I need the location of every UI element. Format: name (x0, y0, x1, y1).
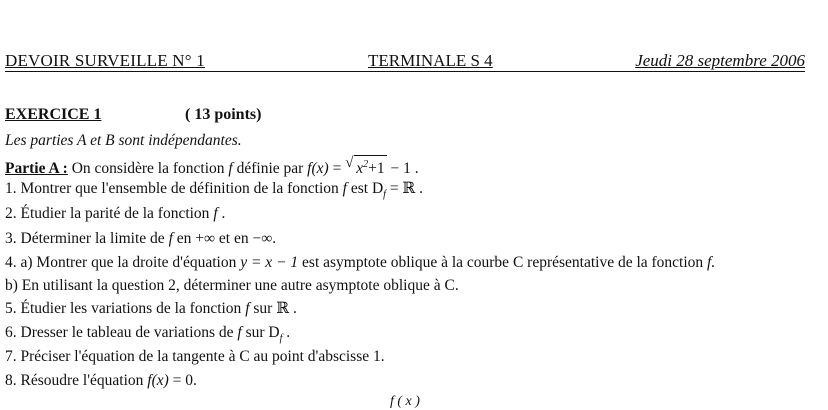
header-title: DEVOIR SURVEILLE N° 1 (5, 51, 205, 70)
q1-f: f (342, 180, 347, 197)
part-a-eq: = (328, 160, 346, 178)
q1-text-a: 1. Montrer que l'ensemble de définition de la fonction (5, 180, 343, 197)
q1-text-b: est D (346, 180, 384, 197)
part-a-text-1: On considère la fonction (67, 160, 229, 178)
q4-eq: y = x − 1 (240, 254, 299, 271)
q1-sub: f (383, 189, 386, 201)
q5-text-b: sur ℝ . (249, 300, 297, 317)
question-8 (5, 372, 197, 390)
q2-f: f (213, 205, 218, 222)
q3-text-b: en +∞ et en −∞. (172, 230, 277, 247)
q6-text-b: sur D (241, 324, 280, 341)
q5-f: f (245, 300, 250, 317)
radical-sign: √ (345, 155, 354, 171)
q8-text-a: 8. Résoudre l'équation (5, 372, 148, 389)
header-class: TERMINALE S 4 (368, 51, 493, 70)
question-7: 7. Préciser l'équation de la tangente à C au point d'abscisse 1. (5, 348, 385, 365)
q8-text-b: = 0. (168, 372, 197, 389)
q6-f: f (237, 324, 242, 341)
q6-text-a: 6. Dresser le tableau de variations de (5, 324, 238, 341)
question-4b: b) En utilisant la question 2, déterminer une autre asymptote oblique à C. (5, 277, 459, 294)
part-a-text-2: définie par (232, 160, 308, 178)
document-header (5, 51, 805, 72)
exercise-intro: Les parties A et B sont indépendantes. (5, 132, 242, 149)
q3-text-a: 3. Déterminer la limite de (5, 230, 169, 247)
q5-text-a: 5. Étudier les variations de la fonction (5, 300, 246, 317)
radicand (354, 155, 386, 178)
sqrt-expression (345, 155, 386, 178)
q3-f: f (168, 230, 173, 247)
q6-text-c: . (282, 324, 291, 341)
q8-eq: f(x) (147, 372, 169, 389)
q4-text-a: 4. a) Montrer que la droite d'équation (5, 254, 241, 271)
part-a-f: f (228, 160, 233, 178)
q1-text-c: = ℝ . (385, 180, 424, 197)
cutoff-formula: f ( x ) (390, 394, 420, 409)
part-a-statement (5, 155, 419, 178)
question-3 (5, 230, 276, 248)
q4-f: f. (707, 254, 716, 271)
q2-text-b: . (217, 205, 226, 222)
part-a-tail: − 1 . (386, 160, 419, 178)
radicand-rest: +1 (368, 160, 385, 178)
part-a-label: Partie A : (5, 160, 68, 178)
question-6 (5, 324, 290, 348)
q6-sub: f (279, 333, 283, 345)
question-1 (5, 180, 423, 204)
q2-text-a: 2. Étudier la parité de la fonction (5, 205, 214, 222)
header-date: Jeudi 28 septembre 2006 (635, 51, 805, 70)
question-2 (5, 205, 225, 223)
exercise-points: ( 13 points) (185, 106, 262, 123)
exercise-title: EXERCICE 1 (5, 106, 102, 123)
q4-text-b: est asymptote oblique à la courbe C représentative de la fonction (298, 254, 708, 271)
question-5 (5, 300, 297, 318)
radicand-exp: 2 (363, 159, 369, 170)
question-4a (5, 254, 715, 272)
radicand-x: x (356, 160, 364, 178)
part-a-fx: f(x) (307, 160, 329, 178)
